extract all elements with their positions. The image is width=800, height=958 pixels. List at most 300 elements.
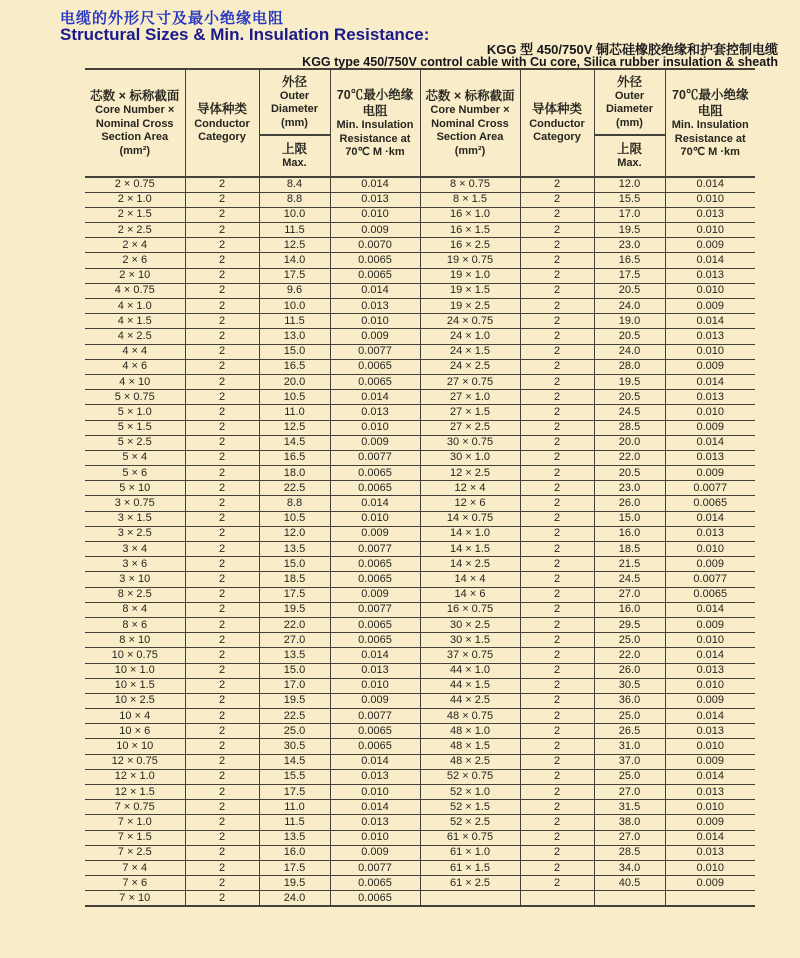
outer-diameter-cell: 28.5	[594, 845, 665, 860]
insulation-resistance-cell: 0.010	[665, 860, 755, 875]
spec-table	[85, 68, 755, 907]
header-diameter-zh: 外径	[616, 74, 642, 89]
core-size-cell: 14 × 4	[420, 572, 520, 587]
core-size-cell: 4 × 10	[85, 374, 185, 389]
header-core-number-left	[85, 69, 185, 177]
header-core-number-zh: 芯数 × 标称截面	[90, 89, 180, 104]
table-header	[85, 69, 755, 177]
table-row	[85, 602, 755, 617]
outer-diameter-cell: 8.8	[259, 192, 330, 207]
insulation-resistance-cell: 0.0077	[330, 860, 420, 875]
core-size-cell: 10 × 2.5	[85, 693, 185, 708]
conductor-category-cell: 2	[185, 435, 259, 450]
table-row	[85, 223, 755, 238]
outer-diameter-cell: 28.0	[594, 359, 665, 374]
insulation-resistance-cell: 0.014	[665, 511, 755, 526]
header-diameter-unit: (mm)	[281, 116, 308, 129]
table-row	[85, 253, 755, 268]
conductor-category-cell: 2	[520, 617, 594, 632]
conductor-category-cell: 2	[520, 860, 594, 875]
header-core-number-zh: 芯数 × 标称截面	[425, 89, 515, 104]
conductor-category-cell: 2	[185, 374, 259, 389]
conductor-category-cell: 2	[185, 785, 259, 800]
outer-diameter-cell: 16.5	[259, 450, 330, 465]
core-size-cell: 4 × 2.5	[85, 329, 185, 344]
core-size-cell: 7 × 2.5	[85, 845, 185, 860]
table-row	[85, 860, 755, 875]
conductor-category-cell: 2	[520, 283, 594, 298]
insulation-resistance-cell: 0.014	[665, 177, 755, 192]
core-size-cell: 12 × 2.5	[420, 466, 520, 481]
outer-diameter-cell: 17.5	[259, 268, 330, 283]
insulation-resistance-cell: 0.013	[665, 526, 755, 541]
core-size-cell: 10 × 1.5	[85, 678, 185, 693]
core-size-cell: 12 × 4	[420, 481, 520, 496]
insulation-resistance-cell: 0.009	[330, 587, 420, 602]
core-size-cell: 16 × 0.75	[420, 602, 520, 617]
table-row	[85, 800, 755, 815]
outer-diameter-cell: 40.5	[594, 876, 665, 891]
core-size-cell: 3 × 4	[85, 542, 185, 557]
conductor-category-cell: 2	[520, 314, 594, 329]
insulation-resistance-cell: 0.0065	[330, 268, 420, 283]
conductor-category-cell: 2	[185, 678, 259, 693]
insulation-resistance-cell: 0.009	[330, 223, 420, 238]
outer-diameter-cell: 31.0	[594, 739, 665, 754]
conductor-category-cell: 2	[520, 344, 594, 359]
core-size-cell: 12 × 1.5	[85, 785, 185, 800]
core-size-cell: 16 × 1.0	[420, 207, 520, 222]
insulation-resistance-cell: 0.013	[665, 329, 755, 344]
core-size-cell: 27 × 2.5	[420, 420, 520, 435]
core-size-cell: 30 × 1.0	[420, 450, 520, 465]
conductor-category-cell: 2	[520, 526, 594, 541]
page-title-en: Structural Sizes & Min. Insulation Resistance:	[60, 25, 430, 44]
outer-diameter-cell: 19.5	[594, 374, 665, 389]
outer-diameter-cell: 34.0	[594, 860, 665, 875]
insulation-resistance-cell: 0.0077	[330, 344, 420, 359]
conductor-category-cell: 2	[520, 633, 594, 648]
core-size-cell: 8 × 1.5	[420, 192, 520, 207]
outer-diameter-cell: 20.5	[594, 466, 665, 481]
core-size-cell: 4 × 0.75	[85, 283, 185, 298]
conductor-category-cell: 2	[185, 633, 259, 648]
conductor-category-cell: 2	[185, 314, 259, 329]
table-row	[85, 739, 755, 754]
conductor-category-cell: 2	[520, 268, 594, 283]
outer-diameter-cell: 36.0	[594, 693, 665, 708]
conductor-category-cell: 2	[520, 724, 594, 739]
conductor-category-cell: 2	[520, 785, 594, 800]
core-size-cell: 30 × 0.75	[420, 435, 520, 450]
outer-diameter-cell: 20.5	[594, 329, 665, 344]
outer-diameter-cell: 25.0	[594, 633, 665, 648]
header-resistance-en: Min. Insulation Resistance at	[671, 119, 749, 145]
outer-diameter-cell: 8.4	[259, 177, 330, 192]
insulation-resistance-cell: 0.009	[330, 693, 420, 708]
insulation-resistance-cell: 0.0065	[330, 481, 420, 496]
insulation-resistance-cell: 0.014	[330, 283, 420, 298]
core-size-cell: 7 × 1.5	[85, 830, 185, 845]
insulation-resistance-cell: 0.0065	[330, 466, 420, 481]
header-diameter-max-left	[259, 135, 330, 177]
table-row	[85, 845, 755, 860]
insulation-resistance-cell: 0.009	[330, 435, 420, 450]
conductor-category-cell: 2	[520, 754, 594, 769]
outer-diameter-cell: 14.5	[259, 435, 330, 450]
outer-diameter-cell: 12.0	[259, 526, 330, 541]
conductor-category-cell: 2	[185, 693, 259, 708]
header-diameter-max-right	[594, 135, 665, 177]
header-resistance-zh: 70℃最小绝缘电阻	[336, 87, 414, 118]
core-size-cell: 4 × 1.0	[85, 299, 185, 314]
conductor-category-cell: 2	[520, 876, 594, 891]
outer-diameter-cell: 27.0	[594, 587, 665, 602]
core-size-cell: 7 × 0.75	[85, 800, 185, 815]
outer-diameter-cell: 24.5	[594, 572, 665, 587]
outer-diameter-cell: 16.5	[594, 253, 665, 268]
insulation-resistance-cell: 0.0065	[330, 374, 420, 389]
core-size-cell: 8 × 10	[85, 633, 185, 648]
outer-diameter-cell: 11.5	[259, 223, 330, 238]
core-size-cell: 61 × 0.75	[420, 830, 520, 845]
conductor-category-cell: 2	[185, 344, 259, 359]
core-size-cell: 5 × 4	[85, 450, 185, 465]
core-size-cell: 4 × 4	[85, 344, 185, 359]
header-max-zh: 上限	[616, 142, 642, 157]
core-size-cell: 2 × 2.5	[85, 223, 185, 238]
conductor-category-cell	[520, 891, 594, 906]
core-size-cell: 30 × 2.5	[420, 617, 520, 632]
table-row	[85, 693, 755, 708]
core-size-cell: 2 × 1.0	[85, 192, 185, 207]
conductor-category-cell: 2	[520, 709, 594, 724]
table-row	[85, 724, 755, 739]
outer-diameter-cell: 24.0	[594, 344, 665, 359]
insulation-resistance-cell: 0.014	[330, 800, 420, 815]
conductor-category-cell: 2	[185, 283, 259, 298]
core-size-cell: 24 × 2.5	[420, 359, 520, 374]
core-size-cell: 8 × 0.75	[420, 177, 520, 192]
core-size-cell: 5 × 2.5	[85, 435, 185, 450]
conductor-category-cell: 2	[185, 496, 259, 511]
conductor-category-cell: 2	[185, 617, 259, 632]
insulation-resistance-cell: 0.010	[665, 192, 755, 207]
table-row	[85, 359, 755, 374]
core-size-cell: 14 × 1.0	[420, 526, 520, 541]
table-row	[85, 511, 755, 526]
core-size-cell: 44 × 1.5	[420, 678, 520, 693]
outer-diameter-cell: 29.5	[594, 617, 665, 632]
outer-diameter-cell: 26.5	[594, 724, 665, 739]
core-size-cell: 2 × 6	[85, 253, 185, 268]
header-diameter-zh: 外径	[281, 74, 307, 89]
core-size-cell: 44 × 1.0	[420, 663, 520, 678]
core-size-cell: 4 × 1.5	[85, 314, 185, 329]
conductor-category-cell: 2	[185, 572, 259, 587]
insulation-resistance-cell: 0.0070	[330, 238, 420, 253]
outer-diameter-cell: 10.0	[259, 207, 330, 222]
table-row	[85, 769, 755, 784]
conductor-category-cell: 2	[520, 496, 594, 511]
core-size-cell: 7 × 10	[85, 891, 185, 906]
insulation-resistance-cell: 0.014	[665, 314, 755, 329]
header-conductor-en: Conductor Category	[194, 117, 250, 144]
insulation-resistance-cell: 0.013	[665, 450, 755, 465]
header-outer-diameter-left	[259, 69, 330, 135]
conductor-category-cell: 2	[520, 192, 594, 207]
table-row	[85, 238, 755, 253]
core-size-cell: 14 × 2.5	[420, 557, 520, 572]
table-row	[85, 496, 755, 511]
conductor-category-cell: 2	[520, 405, 594, 420]
page-title-zh: 电缆的外形尺寸及最小绝缘电阻	[60, 10, 285, 27]
header-conductor-category-right	[520, 69, 594, 177]
conductor-category-cell: 2	[185, 602, 259, 617]
core-size-cell: 8 × 2.5	[85, 587, 185, 602]
conductor-category-cell: 2	[520, 466, 594, 481]
outer-diameter-cell: 15.0	[259, 344, 330, 359]
insulation-resistance-cell: 0.010	[330, 678, 420, 693]
outer-diameter-cell: 13.5	[259, 830, 330, 845]
conductor-category-cell: 2	[185, 207, 259, 222]
table-row	[85, 329, 755, 344]
conductor-category-cell: 2	[185, 390, 259, 405]
conductor-category-cell: 2	[185, 724, 259, 739]
outer-diameter-cell: 11.5	[259, 815, 330, 830]
insulation-resistance-cell: 0.013	[330, 769, 420, 784]
conductor-category-cell: 2	[520, 845, 594, 860]
insulation-resistance-cell: 0.010	[330, 420, 420, 435]
conductor-category-cell: 2	[185, 177, 259, 192]
insulation-resistance-cell: 0.010	[665, 223, 755, 238]
table-row	[85, 617, 755, 632]
insulation-resistance-cell: 0.014	[665, 769, 755, 784]
insulation-resistance-cell: 0.009	[330, 329, 420, 344]
core-size-cell: 30 × 1.5	[420, 633, 520, 648]
conductor-category-cell: 2	[520, 177, 594, 192]
header-insulation-resistance-right	[665, 69, 755, 177]
conductor-category-cell: 2	[185, 830, 259, 845]
table-row	[85, 633, 755, 648]
core-size-cell: 61 × 1.0	[420, 845, 520, 860]
insulation-resistance-cell: 0.010	[665, 283, 755, 298]
conductor-category-cell: 2	[185, 815, 259, 830]
table-row	[85, 435, 755, 450]
insulation-resistance-cell: 0.0065	[330, 617, 420, 632]
outer-diameter-cell: 26.0	[594, 496, 665, 511]
outer-diameter-cell: 15.0	[259, 663, 330, 678]
outer-diameter-cell: 15.0	[594, 511, 665, 526]
outer-diameter-cell: 22.5	[259, 709, 330, 724]
outer-diameter-cell: 12.5	[259, 420, 330, 435]
core-size-cell: 16 × 2.5	[420, 238, 520, 253]
core-size-cell: 5 × 1.0	[85, 405, 185, 420]
table-row	[85, 268, 755, 283]
conductor-category-cell: 2	[185, 420, 259, 435]
outer-diameter-cell: 16.0	[594, 602, 665, 617]
table-row	[85, 405, 755, 420]
insulation-resistance-cell: 0.0065	[330, 633, 420, 648]
conductor-category-cell: 2	[520, 769, 594, 784]
outer-diameter-cell: 19.5	[594, 223, 665, 238]
conductor-category-cell: 2	[185, 299, 259, 314]
header-core-number-en: Core Number × Nominal Cross Section Area (mm²)	[95, 104, 175, 157]
insulation-resistance-cell: 0.009	[665, 299, 755, 314]
conductor-category-cell: 2	[520, 602, 594, 617]
outer-diameter-cell: 13.5	[259, 648, 330, 663]
outer-diameter-cell: 22.0	[259, 617, 330, 632]
table-row	[85, 283, 755, 298]
core-size-cell: 61 × 1.5	[420, 860, 520, 875]
table-row	[85, 177, 755, 192]
insulation-resistance-cell: 0.009	[665, 557, 755, 572]
insulation-resistance-cell: 0.0077	[330, 709, 420, 724]
insulation-resistance-cell: 0.009	[665, 420, 755, 435]
insulation-resistance-cell: 0.0065	[330, 739, 420, 754]
header-resistance-unit: 70℃ M ·km	[345, 145, 405, 158]
conductor-category-cell: 2	[520, 815, 594, 830]
outer-diameter-cell: 23.0	[594, 238, 665, 253]
conductor-category-cell: 2	[520, 207, 594, 222]
insulation-resistance-cell: 0.013	[665, 845, 755, 860]
core-size-cell: 7 × 1.0	[85, 815, 185, 830]
core-size-cell: 19 × 2.5	[420, 299, 520, 314]
insulation-resistance-cell: 0.0077	[330, 602, 420, 617]
conductor-category-cell: 2	[520, 390, 594, 405]
conductor-category-cell: 2	[520, 450, 594, 465]
header-resistance-unit: 70℃ M ·km	[680, 145, 740, 158]
conductor-category-cell: 2	[185, 526, 259, 541]
table-row	[85, 572, 755, 587]
core-size-cell: 3 × 6	[85, 557, 185, 572]
core-size-cell: 27 × 1.0	[420, 390, 520, 405]
outer-diameter-cell: 14.0	[259, 253, 330, 268]
outer-diameter-cell: 22.5	[259, 481, 330, 496]
outer-diameter-cell: 20.0	[259, 374, 330, 389]
insulation-resistance-cell: 0.013	[665, 663, 755, 678]
conductor-category-cell: 2	[185, 359, 259, 374]
table-row	[85, 648, 755, 663]
insulation-resistance-cell: 0.010	[665, 678, 755, 693]
insulation-resistance-cell: 0.013	[665, 785, 755, 800]
conductor-category-cell: 2	[185, 542, 259, 557]
core-size-cell: 2 × 0.75	[85, 177, 185, 192]
insulation-resistance-cell: 0.014	[665, 374, 755, 389]
table-row	[85, 785, 755, 800]
conductor-category-cell: 2	[520, 359, 594, 374]
conductor-category-cell: 2	[185, 450, 259, 465]
outer-diameter-cell: 28.5	[594, 420, 665, 435]
core-size-cell	[420, 891, 520, 906]
core-size-cell: 7 × 6	[85, 876, 185, 891]
insulation-resistance-cell: 0.014	[665, 253, 755, 268]
outer-diameter-cell: 24.5	[594, 405, 665, 420]
outer-diameter-cell: 27.0	[259, 633, 330, 648]
core-size-cell: 24 × 0.75	[420, 314, 520, 329]
table-row	[85, 481, 755, 496]
conductor-category-cell: 2	[520, 420, 594, 435]
conductor-category-cell: 2	[520, 800, 594, 815]
conductor-category-cell: 2	[185, 511, 259, 526]
outer-diameter-cell: 18.5	[594, 542, 665, 557]
outer-diameter-cell: 17.5	[259, 785, 330, 800]
insulation-resistance-cell: 0.013	[330, 299, 420, 314]
outer-diameter-cell: 16.5	[259, 359, 330, 374]
conductor-category-cell: 2	[185, 238, 259, 253]
insulation-resistance-cell: 0.010	[665, 739, 755, 754]
header-core-number-en: Core Number × Nominal Cross Section Area (mm²)	[430, 104, 510, 157]
insulation-resistance-cell: 0.010	[665, 344, 755, 359]
core-size-cell: 7 × 4	[85, 860, 185, 875]
core-size-cell: 19 × 1.5	[420, 283, 520, 298]
outer-diameter-cell: 17.5	[259, 860, 330, 875]
insulation-resistance-cell: 0.014	[330, 390, 420, 405]
outer-diameter-cell: 8.8	[259, 496, 330, 511]
core-size-cell: 5 × 10	[85, 481, 185, 496]
conductor-category-cell: 2	[520, 253, 594, 268]
outer-diameter-cell: 24.0	[594, 299, 665, 314]
conductor-category-cell: 2	[185, 223, 259, 238]
outer-diameter-cell: 18.0	[259, 466, 330, 481]
conductor-category-cell: 2	[520, 739, 594, 754]
conductor-category-cell: 2	[185, 800, 259, 815]
insulation-resistance-cell: 0.009	[665, 359, 755, 374]
table-row	[85, 207, 755, 222]
conductor-category-cell: 2	[185, 876, 259, 891]
outer-diameter-cell: 9.6	[259, 283, 330, 298]
insulation-resistance-cell: 0.0065	[330, 876, 420, 891]
conductor-category-cell: 2	[520, 572, 594, 587]
outer-diameter-cell: 27.0	[594, 785, 665, 800]
insulation-resistance-cell: 0.0065	[665, 587, 755, 602]
core-size-cell: 52 × 1.5	[420, 800, 520, 815]
outer-diameter-cell: 15.5	[594, 192, 665, 207]
table-row	[85, 830, 755, 845]
table-row	[85, 587, 755, 602]
table-row	[85, 663, 755, 678]
core-size-cell: 52 × 1.0	[420, 785, 520, 800]
conductor-category-cell: 2	[520, 435, 594, 450]
insulation-resistance-cell: 0.014	[665, 709, 755, 724]
core-size-cell: 4 × 6	[85, 359, 185, 374]
core-size-cell: 48 × 1.0	[420, 724, 520, 739]
outer-diameter-cell: 26.0	[594, 663, 665, 678]
outer-diameter-cell: 38.0	[594, 815, 665, 830]
core-size-cell: 14 × 0.75	[420, 511, 520, 526]
core-size-cell: 27 × 0.75	[420, 374, 520, 389]
core-size-cell: 8 × 4	[85, 602, 185, 617]
conductor-category-cell: 2	[185, 845, 259, 860]
conductor-category-cell: 2	[520, 223, 594, 238]
core-size-cell: 5 × 6	[85, 466, 185, 481]
outer-diameter-cell: 19.5	[259, 693, 330, 708]
insulation-resistance-cell: 0.013	[665, 207, 755, 222]
outer-diameter-cell: 37.0	[594, 754, 665, 769]
insulation-resistance-cell: 0.010	[330, 785, 420, 800]
core-size-cell: 12 × 0.75	[85, 754, 185, 769]
header-insulation-resistance-left	[330, 69, 420, 177]
insulation-resistance-cell: 0.014	[330, 177, 420, 192]
header-max-en: Max.	[617, 157, 642, 170]
core-size-cell: 2 × 4	[85, 238, 185, 253]
core-size-cell: 24 × 1.0	[420, 329, 520, 344]
outer-diameter-cell: 17.5	[259, 587, 330, 602]
subtitle-zh: KGG 型 450/750V 铜芯硅橡胶绝缘和护套控制电缆	[486, 42, 778, 57]
header-diameter-en: Outer Diameter	[605, 90, 654, 116]
insulation-resistance-cell: 0.010	[330, 207, 420, 222]
header-diameter-en: Outer Diameter	[270, 90, 319, 116]
